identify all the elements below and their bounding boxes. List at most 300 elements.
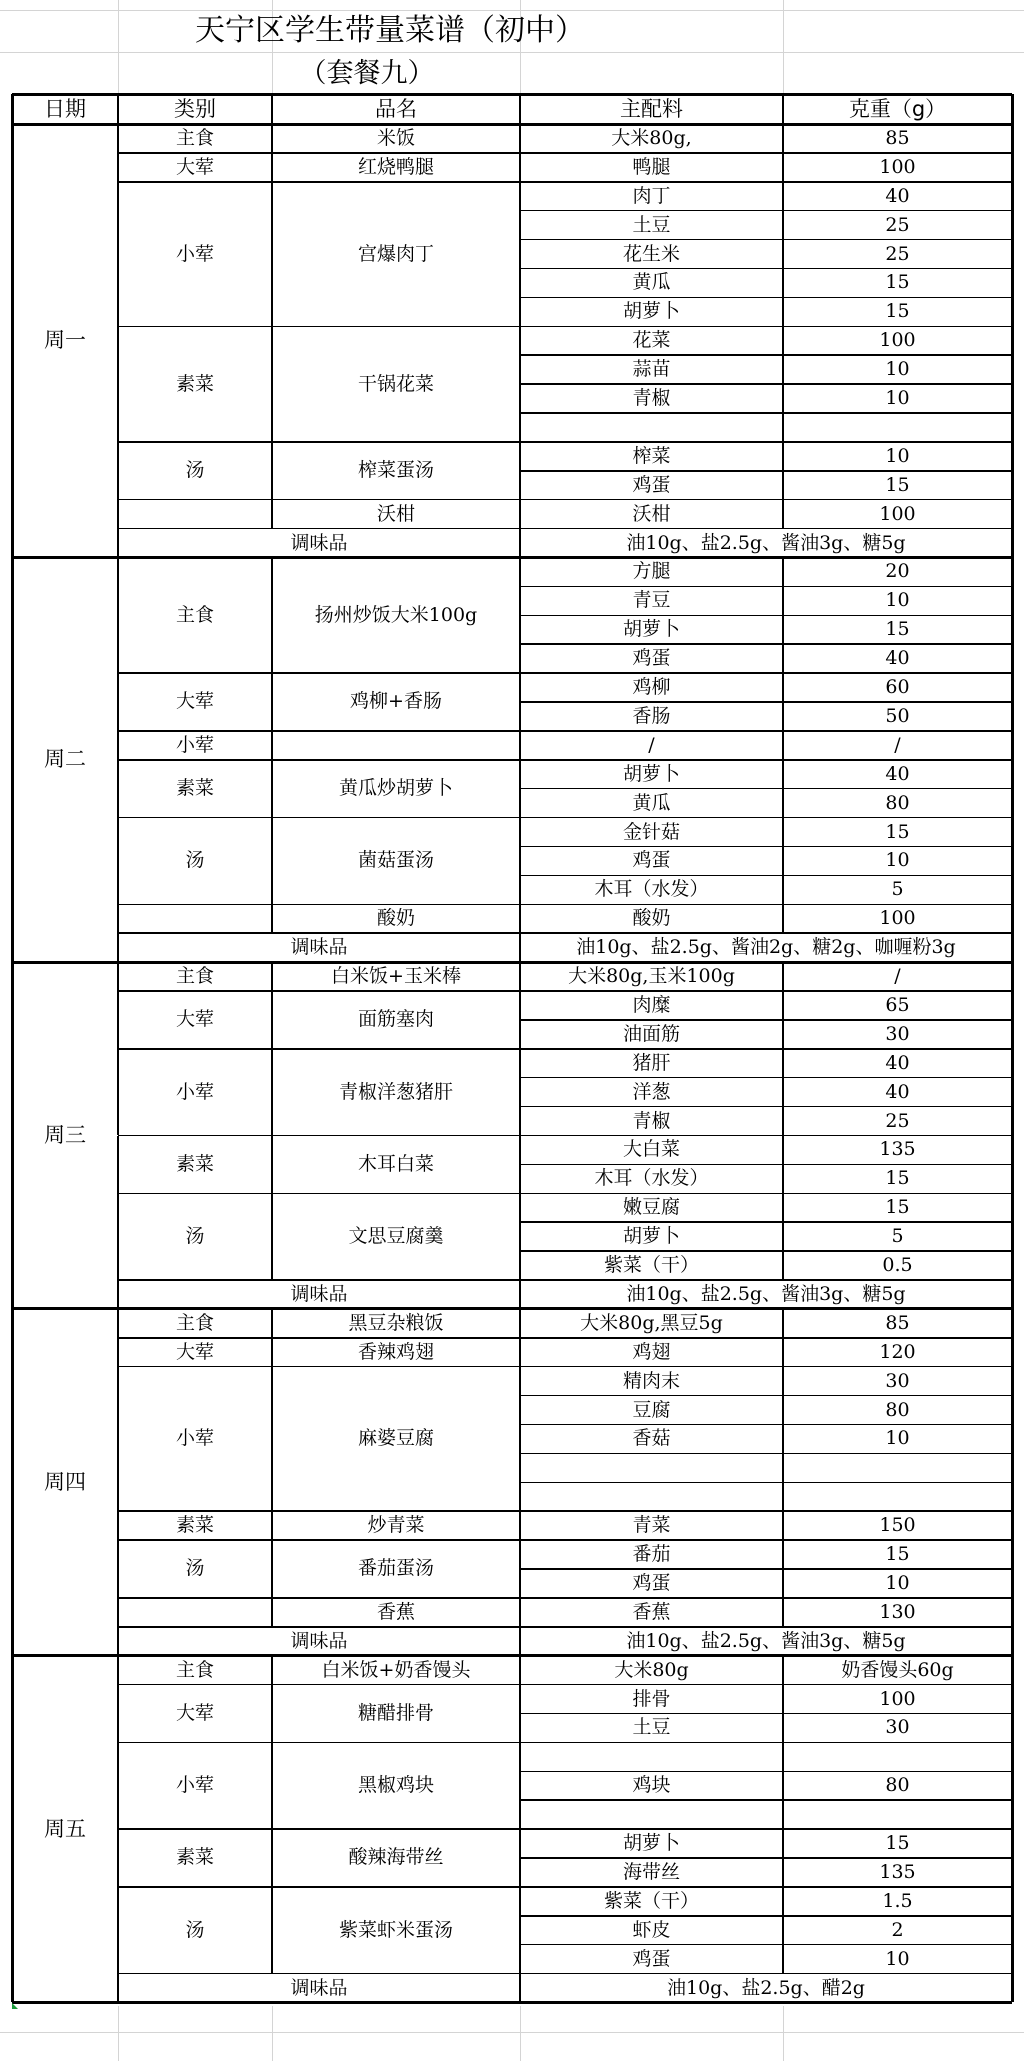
category-cell: 大荤: [175, 1340, 214, 1363]
weight-cell: 10: [885, 589, 910, 612]
weight-cell: [783, 413, 1012, 442]
ingredient-cell: 酸奶: [632, 907, 671, 930]
table-border: [271, 94, 273, 124]
table-border: [520, 846, 1012, 848]
table-border: [519, 1338, 521, 1367]
table-border: [520, 1106, 1012, 1108]
table-right-border: [1011, 124, 1014, 558]
table-border: [271, 1829, 273, 1887]
table-border: [520, 875, 1012, 877]
table-left-border: [11, 1656, 14, 2003]
ingredient-cell: 洋葱: [632, 1080, 671, 1103]
table-border: [519, 731, 521, 760]
ingredient-cell: 胡萝卜: [622, 618, 680, 641]
category-cell: 大荤: [175, 155, 214, 178]
table-border: [519, 1280, 521, 1309]
weight-cell: 80: [885, 791, 910, 814]
table-border: [271, 904, 273, 933]
page-title: 天宁区学生带量菜谱（初中）: [195, 13, 585, 48]
dish-cell: 文思豆腐羹: [348, 1225, 444, 1248]
ingredient-cell: 胡萝卜: [622, 300, 680, 323]
ingredient-cell: 海带丝: [622, 1860, 680, 1883]
seasoning-value: 油10g、盐2.5g、醋2g: [667, 1976, 865, 1999]
table-border: [519, 182, 521, 327]
table-border: [782, 904, 784, 933]
table-border: [520, 1164, 1012, 1166]
sheet-gridline: [0, 52, 1024, 53]
table-border: [520, 1424, 1012, 1426]
table-border: [271, 1685, 273, 1743]
dish-cell: 白米饭+奶香馒头: [321, 1658, 471, 1681]
weight-cell: 85: [885, 126, 910, 149]
category-cell: 大荤: [175, 1008, 214, 1031]
weight-cell: [783, 1482, 1012, 1511]
category-cell: [118, 500, 272, 529]
ingredient-cell: 精肉末: [622, 1369, 680, 1392]
day-label: 周五: [44, 1816, 86, 1841]
ingredient-cell: 金针菇: [622, 820, 680, 843]
weight-cell: 40: [885, 762, 910, 785]
dish-cell: 黑椒鸡块: [357, 1774, 434, 1797]
table-border: [271, 673, 273, 731]
ingredient-cell: 油面筋: [622, 1022, 680, 1045]
table-left-border: [11, 124, 14, 558]
ingredient-cell: 肉糜: [632, 993, 671, 1016]
ingredient-cell: 大米80g: [614, 1658, 689, 1681]
column-header-ingredient: 主配料: [620, 96, 683, 121]
dish-cell: 糖醋排骨: [357, 1701, 434, 1724]
weight-cell: 15: [885, 1832, 910, 1855]
dish-cell: 黄瓜炒胡萝卜: [338, 777, 453, 800]
table-left-border: [11, 1309, 14, 1656]
weight-cell: 100: [879, 907, 916, 930]
table-border: [782, 673, 784, 731]
sheet-gridline: [272, 2006, 273, 2061]
table-border: [782, 1136, 784, 1194]
ingredient-cell: 大白菜: [622, 1138, 680, 1161]
ingredient-cell: [520, 1742, 783, 1771]
dish-cell: 青椒洋葱猪肝: [338, 1080, 453, 1103]
day-label: 周二: [44, 747, 86, 772]
table-border: [519, 962, 521, 991]
weight-cell: 15: [885, 1543, 910, 1566]
weight-cell: 60: [885, 676, 910, 699]
ingredient-cell: 嫩豆腐: [622, 1196, 680, 1219]
ingredient-cell: 鸡柳: [632, 676, 671, 699]
ingredient-cell: 胡萝卜: [622, 1832, 680, 1855]
table-border: [519, 94, 521, 124]
ingredient-cell: 虾皮: [632, 1918, 671, 1941]
ingredient-cell: 豆腐: [632, 1398, 671, 1421]
ingredient-cell: 沃柑: [632, 502, 671, 525]
table-border: [782, 1367, 784, 1512]
seasoning-label: 调味品: [290, 531, 348, 554]
table-right-border: [1011, 1309, 1014, 1656]
weight-cell: 40: [885, 1051, 910, 1074]
weight-cell: 100: [879, 502, 916, 525]
day-label: 周四: [44, 1469, 86, 1494]
ingredient-cell: 鸡蛋: [632, 473, 671, 496]
table-border: [1011, 94, 1014, 124]
table-border: [271, 558, 273, 674]
category-cell: 汤: [185, 849, 205, 872]
table-border: [520, 1221, 1012, 1223]
weight-cell: 80: [885, 1774, 910, 1797]
seasoning-label: 调味品: [290, 1282, 348, 1305]
category-cell: 素菜: [175, 372, 214, 395]
ingredient-cell: 青椒: [632, 387, 671, 410]
weight-cell: [783, 1453, 1012, 1482]
weight-cell: 5: [891, 1225, 904, 1248]
table-border: [782, 1742, 784, 1829]
weight-cell: 80: [885, 1398, 910, 1421]
sheet-corner-marker: [12, 2003, 18, 2009]
page-subtitle: （套餐九）: [299, 57, 435, 89]
table-border: [782, 962, 784, 991]
ingredient-cell: 蒜苗: [632, 358, 671, 381]
weight-cell: 150: [879, 1514, 916, 1537]
table-border: [520, 1857, 1012, 1859]
table-border: [520, 586, 1012, 588]
weight-cell: 5: [891, 878, 904, 901]
table-border: [11, 94, 14, 124]
dish-cell: 炒青菜: [367, 1514, 425, 1537]
seasoning-value: 油10g、盐2.5g、酱油3g、糖5g: [626, 1282, 906, 1305]
dish-cell: 红烧鸭腿: [357, 155, 434, 178]
table-border: [271, 818, 273, 905]
table-border: [520, 788, 1012, 790]
table-border: [519, 991, 521, 1049]
table-border: [782, 153, 784, 182]
table-border: [519, 558, 521, 674]
weight-cell: 25: [885, 213, 910, 236]
table-border: [271, 182, 273, 327]
day-label: 周三: [44, 1122, 86, 1147]
weight-cell: 40: [885, 1080, 910, 1103]
ingredient-cell: 花生米: [622, 242, 680, 265]
weight-cell: 100: [879, 1687, 916, 1710]
table-border: [519, 442, 521, 500]
ingredient-cell: 鸡翅: [632, 1340, 671, 1363]
ingredient-cell: 猪肝: [632, 1051, 671, 1074]
dish-cell: 麻婆豆腐: [357, 1427, 434, 1450]
ingredient-cell: 鸭腿: [632, 155, 671, 178]
ingredient-cell: [520, 1453, 783, 1482]
table-border: [271, 1338, 273, 1367]
dish-cell: 白米饭+玉米棒: [331, 965, 461, 988]
table-border: [519, 124, 521, 153]
seasoning-label: 调味品: [290, 1976, 348, 1999]
sheet-gridline: [520, 2006, 521, 2061]
ingredient-cell: 番茄: [632, 1543, 671, 1566]
ingredient-cell: 鸡块: [632, 1774, 671, 1797]
sheet-gridline: [783, 2006, 784, 2061]
weight-cell: 10: [885, 849, 910, 872]
seasoning-value: 油10g、盐2.5g、酱油3g、糖5g: [626, 531, 906, 554]
column-header-weight: 克重（g）: [848, 96, 947, 121]
category-cell: 大荤: [175, 690, 214, 713]
weight-cell: 30: [885, 1022, 910, 1045]
table-border: [519, 673, 521, 731]
column-header-date: 日期: [44, 96, 86, 121]
table-border: [782, 1049, 784, 1136]
weight-cell: 10: [885, 1571, 910, 1594]
weight-cell: [783, 1800, 1012, 1829]
table-border: [271, 1511, 273, 1540]
ingredient-cell: 青菜: [632, 1514, 671, 1537]
ingredient-cell: 土豆: [632, 213, 671, 236]
dish-cell: 番茄蛋汤: [357, 1557, 434, 1580]
table-border: [520, 354, 1012, 356]
sheet-gridline: [0, 2032, 1024, 2033]
table-left-border: [11, 558, 14, 963]
weight-cell: 10: [885, 358, 910, 381]
day-label: 周一: [44, 328, 86, 353]
ingredient-cell: 大米80g,: [611, 126, 692, 149]
weight-cell: 30: [885, 1369, 910, 1392]
table-border: [519, 1193, 521, 1280]
dish-cell: 紫菜虾米蛋汤: [338, 1918, 453, 1941]
dish-cell: 香辣鸡翅: [357, 1340, 434, 1363]
weight-cell: 25: [885, 242, 910, 265]
table-border: [782, 1511, 784, 1540]
sheet-gridline: [118, 0, 119, 94]
table-border: [519, 933, 521, 962]
table-border: [271, 962, 273, 991]
table-border: [519, 1887, 521, 1974]
table-border: [520, 1568, 1012, 1570]
category-cell: 主食: [175, 1658, 214, 1681]
ingredient-cell: 香肠: [632, 704, 671, 727]
table-border: [520, 1799, 1012, 1801]
ingredient-cell: 青椒: [632, 1109, 671, 1132]
column-header-dish: 品名: [375, 96, 417, 121]
table-border: [520, 1713, 1012, 1715]
table-border: [520, 210, 1012, 212]
weight-cell: 2: [891, 1918, 904, 1941]
table-border: [271, 731, 273, 760]
ingredient-cell: 榨菜: [632, 444, 671, 467]
weight-cell: 130: [879, 1600, 916, 1623]
table-border: [519, 500, 521, 529]
weight-cell: 100: [879, 329, 916, 352]
ingredient-cell: 大米80g,玉米100g: [568, 965, 735, 988]
table-border: [117, 94, 119, 124]
table-border: [782, 1309, 784, 1338]
weight-cell: /: [894, 733, 901, 756]
dish-cell: 黑豆杂粮饭: [348, 1311, 444, 1334]
weight-cell: 10: [885, 387, 910, 410]
seasoning-label: 调味品: [290, 936, 348, 959]
table-border: [520, 1771, 1012, 1773]
ingredient-cell: /: [648, 733, 655, 756]
weight-cell: 100: [879, 155, 916, 178]
table-border: [519, 1656, 521, 1685]
table-border: [519, 1136, 521, 1194]
ingredient-cell: 花菜: [632, 329, 671, 352]
table-border: [782, 1193, 784, 1280]
table-border: [271, 1049, 273, 1136]
weight-cell: 20: [885, 560, 910, 583]
ingredient-cell: 鸡蛋: [632, 1947, 671, 1970]
table-border: [519, 1627, 521, 1656]
table-right-border: [1011, 558, 1014, 963]
table-border: [520, 1250, 1012, 1252]
table-border: [519, 1540, 521, 1598]
seasoning-label: 调味品: [290, 1629, 348, 1652]
ingredient-cell: 土豆: [632, 1716, 671, 1739]
table-border: [519, 818, 521, 905]
category-cell: 素菜: [175, 1152, 214, 1175]
category-cell: 小荤: [175, 242, 214, 265]
weight-cell: 1.5: [882, 1889, 913, 1912]
table-border: [520, 239, 1012, 241]
table-border: [520, 701, 1012, 703]
weight-cell: 85: [885, 1311, 910, 1334]
day-divider: [12, 2001, 1012, 2004]
table-border: [271, 1598, 273, 1627]
ingredient-cell: 肉丁: [632, 184, 671, 207]
table-border: [520, 297, 1012, 299]
ingredient-cell: 香蕉: [632, 1600, 671, 1623]
table-border: [271, 1309, 273, 1338]
category-cell: 素菜: [175, 777, 214, 800]
ingredient-cell: 鸡蛋: [632, 647, 671, 670]
ingredient-cell: 方腿: [632, 560, 671, 583]
category-cell: 主食: [175, 126, 214, 149]
table-border: [519, 1829, 521, 1887]
dish-cell: 宫爆肉丁: [357, 242, 434, 265]
ingredient-cell: 黄瓜: [632, 791, 671, 814]
weight-cell: 65: [885, 993, 910, 1016]
category-cell: 汤: [185, 1225, 205, 1248]
ingredient-cell: 木耳（水发）: [594, 1167, 709, 1190]
ingredient-cell: 鸡蛋: [632, 1571, 671, 1594]
table-border: [782, 1829, 784, 1887]
table-border: [520, 470, 1012, 472]
table-border: [520, 1915, 1012, 1917]
dish-cell: 木耳白菜: [357, 1152, 434, 1175]
table-border: [271, 1540, 273, 1598]
weight-cell: 135: [879, 1138, 916, 1161]
ingredient-cell: 青豆: [632, 589, 671, 612]
table-border: [782, 500, 784, 529]
table-border: [271, 124, 273, 153]
weight-cell: 15: [885, 300, 910, 323]
weight-cell: 10: [885, 1427, 910, 1450]
table-border: [782, 442, 784, 500]
dish-cell: 扬州炒饭大米100g: [314, 603, 478, 626]
table-border: [519, 1309, 521, 1338]
table-border: [782, 1656, 784, 1685]
dish-cell: 酸辣海带丝: [348, 1846, 444, 1869]
ingredient-cell: [520, 1800, 783, 1829]
table-border: [271, 1136, 273, 1194]
weight-cell: 15: [885, 618, 910, 641]
table-border: [271, 1193, 273, 1280]
weight-cell: 奶香馒头60g: [841, 1658, 954, 1681]
table-border: [519, 760, 521, 818]
category-cell: 小荤: [175, 1427, 214, 1450]
weight-cell: 15: [885, 271, 910, 294]
ingredient-cell: 紫菜（干）: [603, 1889, 699, 1912]
table-border: [271, 153, 273, 182]
table-border: [520, 1453, 1012, 1455]
table-border: [782, 760, 784, 818]
table-border: [782, 558, 784, 674]
ingredient-cell: 排骨: [632, 1687, 671, 1710]
table-border: [520, 383, 1012, 385]
dish-cell: 榨菜蛋汤: [357, 459, 434, 482]
category-cell: 大荤: [175, 1701, 214, 1724]
seasoning-value: 油10g、盐2.5g、酱油2g、糖2g、咖喱粉3g: [576, 936, 956, 959]
ingredient-cell: 鸡蛋: [632, 849, 671, 872]
table-border: [520, 412, 1012, 414]
category-cell: [118, 904, 272, 933]
table-border: [782, 94, 784, 124]
table-border: [519, 1511, 521, 1540]
weight-cell: 135: [879, 1860, 916, 1883]
table-left-border: [11, 962, 14, 1309]
ingredient-cell: 木耳（水发）: [594, 878, 709, 901]
seasoning-value: 油10g、盐2.5g、酱油3g、糖5g: [626, 1629, 906, 1652]
table-border: [271, 1887, 273, 1974]
dish-cell: 香蕉: [376, 1600, 415, 1623]
table-border: [520, 1395, 1012, 1397]
table-border: [271, 1742, 273, 1829]
ingredient-cell: 胡萝卜: [622, 1225, 680, 1248]
category-cell: 汤: [185, 459, 205, 482]
table-right-border: [1011, 962, 1014, 1309]
table-border: [271, 991, 273, 1049]
dish-cell: 米饭: [376, 126, 415, 149]
table-border: [519, 904, 521, 933]
category-cell: 素菜: [175, 1514, 214, 1537]
table-border: [520, 615, 1012, 617]
table-border: [271, 326, 273, 442]
weight-cell: 0.5: [882, 1254, 913, 1277]
table-border: [271, 500, 273, 529]
table-border: [782, 1338, 784, 1367]
table-border: [782, 1598, 784, 1627]
weight-cell: 10: [885, 444, 910, 467]
weight-cell: 15: [885, 1196, 910, 1219]
column-header-category: 类别: [174, 96, 216, 121]
category-cell: 主食: [175, 603, 214, 626]
ingredient-cell: [520, 413, 783, 442]
table-border: [782, 731, 784, 760]
table-border: [271, 760, 273, 818]
sheet-gridline: [118, 2006, 119, 2061]
table-border: [271, 1367, 273, 1512]
weight-cell: 25: [885, 1109, 910, 1132]
table-border: [782, 1887, 784, 1974]
table-border: [520, 268, 1012, 270]
category-cell: 小荤: [175, 733, 214, 756]
dish-cell: 面筋塞肉: [357, 1008, 434, 1031]
table-border: [519, 1367, 521, 1512]
table-border: [782, 818, 784, 905]
weight-cell: 30: [885, 1716, 910, 1739]
table-border: [782, 326, 784, 442]
table-border: [520, 643, 1012, 645]
table-border: [782, 1685, 784, 1743]
table-border: [271, 442, 273, 500]
ingredient-cell: 黄瓜: [632, 271, 671, 294]
ingredient-cell: 香菇: [632, 1427, 671, 1450]
dish-cell: 鸡柳+香肠: [350, 690, 442, 713]
table-border: [519, 1974, 521, 2003]
